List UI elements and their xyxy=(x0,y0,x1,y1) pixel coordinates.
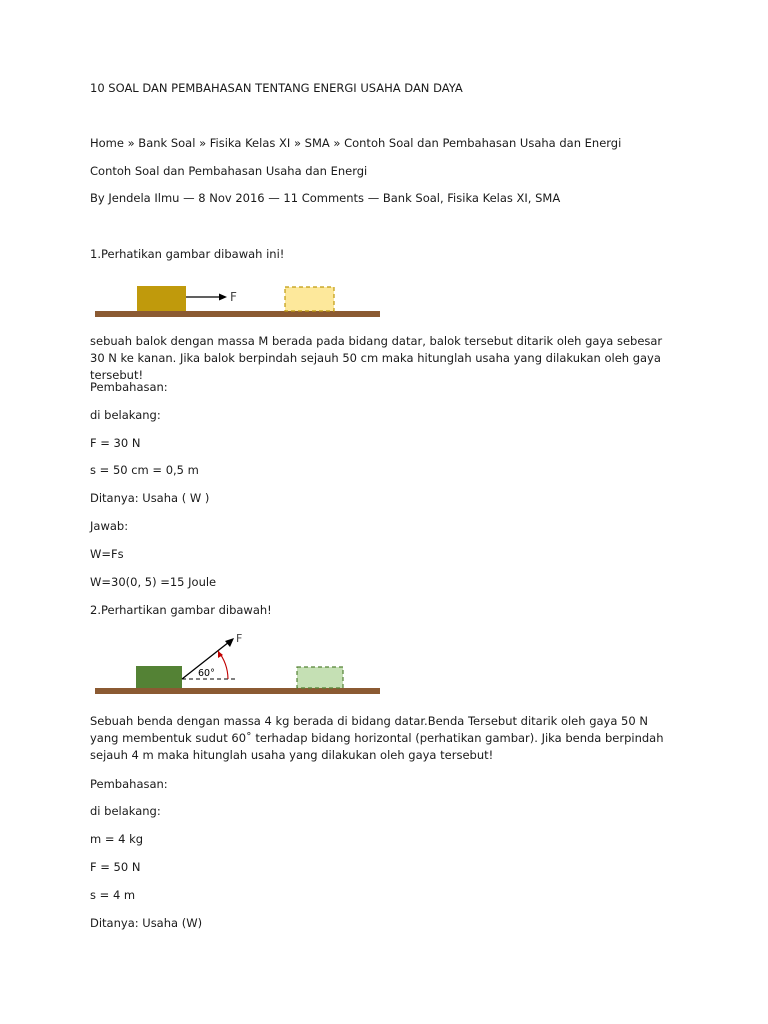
ground-surface xyxy=(95,688,380,694)
displaced-block xyxy=(285,287,334,311)
block xyxy=(136,666,182,688)
q2-text: Sebuah benda dengan massa 4 kg berada di bidang datar.Benda Tersebut ditarik oleh gaya 50 N yang membentuk sudut 60˚ terhadap bidang horizontal (perhatikan gambar). Jika benda berpindah sejauh 4 m maka hitunglah usaha yang dilakukan oleh gaya tersebut! xyxy=(90,714,664,762)
post-title: Contoh Soal dan Pembahasan Usaha dan Energi xyxy=(90,164,368,178)
q2-diketahui: di belakang: xyxy=(90,804,161,818)
force-arrowhead xyxy=(225,638,234,647)
force-label: F xyxy=(236,632,243,645)
page-title: 10 SOAL DAN PEMBAHASAN TENTANG ENERGI USAHA DAN DAYA xyxy=(90,81,463,95)
q1-force: F = 30 N xyxy=(90,436,141,450)
angle-label: 60° xyxy=(198,668,215,679)
q1-ditanya: Ditanya: Usaha ( W ) xyxy=(90,491,210,505)
q1-distance: s = 50 cm = 0,5 m xyxy=(90,463,199,477)
q2-distance: s = 4 m xyxy=(90,888,136,902)
q1-jawab: Jawab: xyxy=(90,519,129,533)
q1-result: W=30(0, 5) =15 Joule xyxy=(90,575,217,589)
q1-figure xyxy=(95,283,385,323)
q2-ditanya: Ditanya: Usaha (W) xyxy=(90,916,203,930)
q1-text: sebuah balok dengan massa M berada pada bidang datar, balok tersebut ditarik oleh gaya sebesar 30 N ke kanan. Jika balok berpindah sejauh 50 cm maka hitunglah usaha yang dilakukan oleh gaya tersebut! xyxy=(90,334,663,382)
block xyxy=(137,286,186,311)
q2-heading: 2.Perhartikan gambar dibawah! xyxy=(90,603,272,617)
q2-figure xyxy=(95,632,385,702)
ground-surface xyxy=(95,311,380,317)
byline: By Jendela Ilmu — 8 Nov 2016 — 11 Comments — Bank Soal, Fisika Kelas XI, SMA xyxy=(90,191,561,205)
breadcrumb: Home » Bank Soal » Fisika Kelas XI » SMA » Contoh Soal dan Pembahasan Usaha dan Energi xyxy=(90,136,622,150)
q2-pembahasan: Pembahasan: xyxy=(90,777,168,791)
q1-diketahui: di belakang: xyxy=(90,408,161,422)
q1-heading: 1.Perhatikan gambar dibawah ini! xyxy=(90,247,285,261)
q1-formula: W=Fs xyxy=(90,547,124,561)
q2-force: F = 50 N xyxy=(90,860,141,874)
force-arrowhead xyxy=(219,294,227,301)
force-label: F xyxy=(230,290,237,304)
q2-mass: m = 4 kg xyxy=(90,832,144,846)
displaced-block xyxy=(297,667,343,688)
q1-pembahasan: Pembahasan: xyxy=(90,380,168,394)
